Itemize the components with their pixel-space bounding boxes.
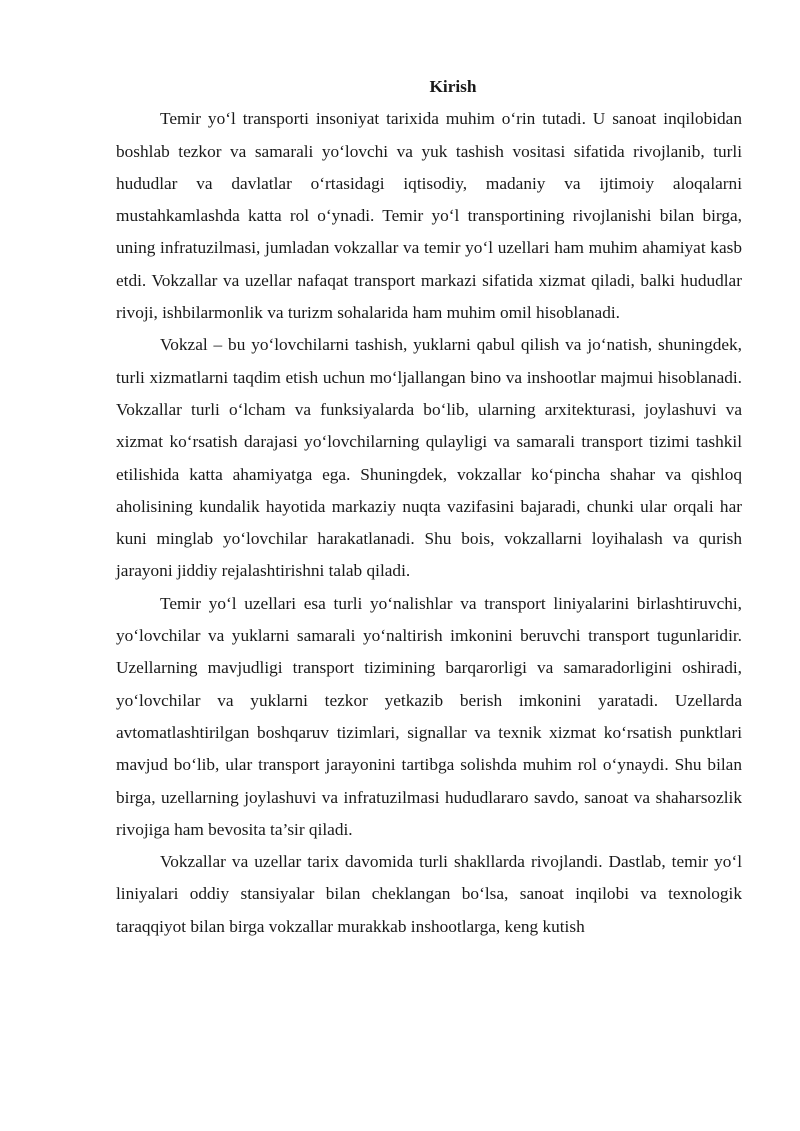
page-title: Kirish [429,77,477,96]
paragraph-3: Temir yo‘l uzellari esa turli yo‘nalishlar va transport liniyalarini birlashtiruvchi, yo‘lovchilar va yuklarni samarali yo‘naltirish imkonini beruvchi transport tugunlaridir. Uzellarning mavjudligi transport tizimining barqarorligi va samaradorligini oshiradi, yo‘lovchilar va yuklarni tezkor yetkazib berish imkonini yaratadi. Uzellarda avtomatlashtirilgan boshqaruv tizimlari, signallar va texnik xizmat ko‘rsatish punktlari mavjud bo‘lib, ular transport jarayonini tartibga solishda muhim rol o‘ynaydi. Shu bilan birga, uzellarning joylashuvi va infratuzilmasi hududlararo savdo, sanoat va shaharsozlik rivojiga ham bevosita ta’sir qiladi. [116,593,742,839]
paragraph-2: Vokzal – bu yo‘lovchilarni tashish, yuklarni qabul qilish va jo‘natish, shuningdek, turli xizmatlarni taqdim etish uchun mo‘ljallangan bino va inshootlar majmui hisoblanadi. Vokzallar turli o‘lcham va funksiyalarda bo‘lib, ularning arxitekturasi, joylashuvi va xizmat ko‘rsatish darajasi yo‘lovchilarning qulayligi va samarali transport tizimi tashkil etilishida katta ahamiyatga ega. Shuningdek, vokzallar ko‘pincha shahar va qishloq aholisining kundalik hayotida markaziy nuqta vazifasini bajaradi, chunki ular orqali har kuni minglab yo‘lovchilar harakatlanadi. Shu bois, vokzallarni loyihalash va qurish jarayoni jiddiy rejalashtirishni talab qiladi. [116,335,742,581]
paragraph-1: Temir yo‘l transporti insoniyat tarixida muhim o‘rin tutadi. U sanoat inqilobidan boshlab tezkor va samarali yo‘lovchi va yuk tashish vositasi sifatida rivojlanib, turli hududlar va davlatlar o‘rtasidagi iqtisodiy, madaniy va ijtimoiy aloqalarni mustahkamlashda katta rol o‘ynadi. Temir yo‘l transportining rivojlanishi bilan birga, uning infratuzilmasi, jumladan vokzallar va temir yo‘l uzellari ham muhim ahamiyat kasb etdi. Vokzallar va uzellar nafaqat transport markazi sifatida xizmat qiladi, balki hududlar rivoji, ishbilarmonlik va turizm sohalarida ham muhim omil hisoblanadi. [116,109,742,323]
paragraph-4: Vokzallar va uzellar tarix davomida turli shakllarda rivojlandi. Dastlab, temir yo‘l liniyalari oddiy stansiyalar bilan cheklangan bo‘lsa, sanoat inqilobi va texnologik taraqqiyot bilan birga vokzallar murakkab inshootlarga, keng kutish [116,852,742,936]
document-body [116,71,742,943]
